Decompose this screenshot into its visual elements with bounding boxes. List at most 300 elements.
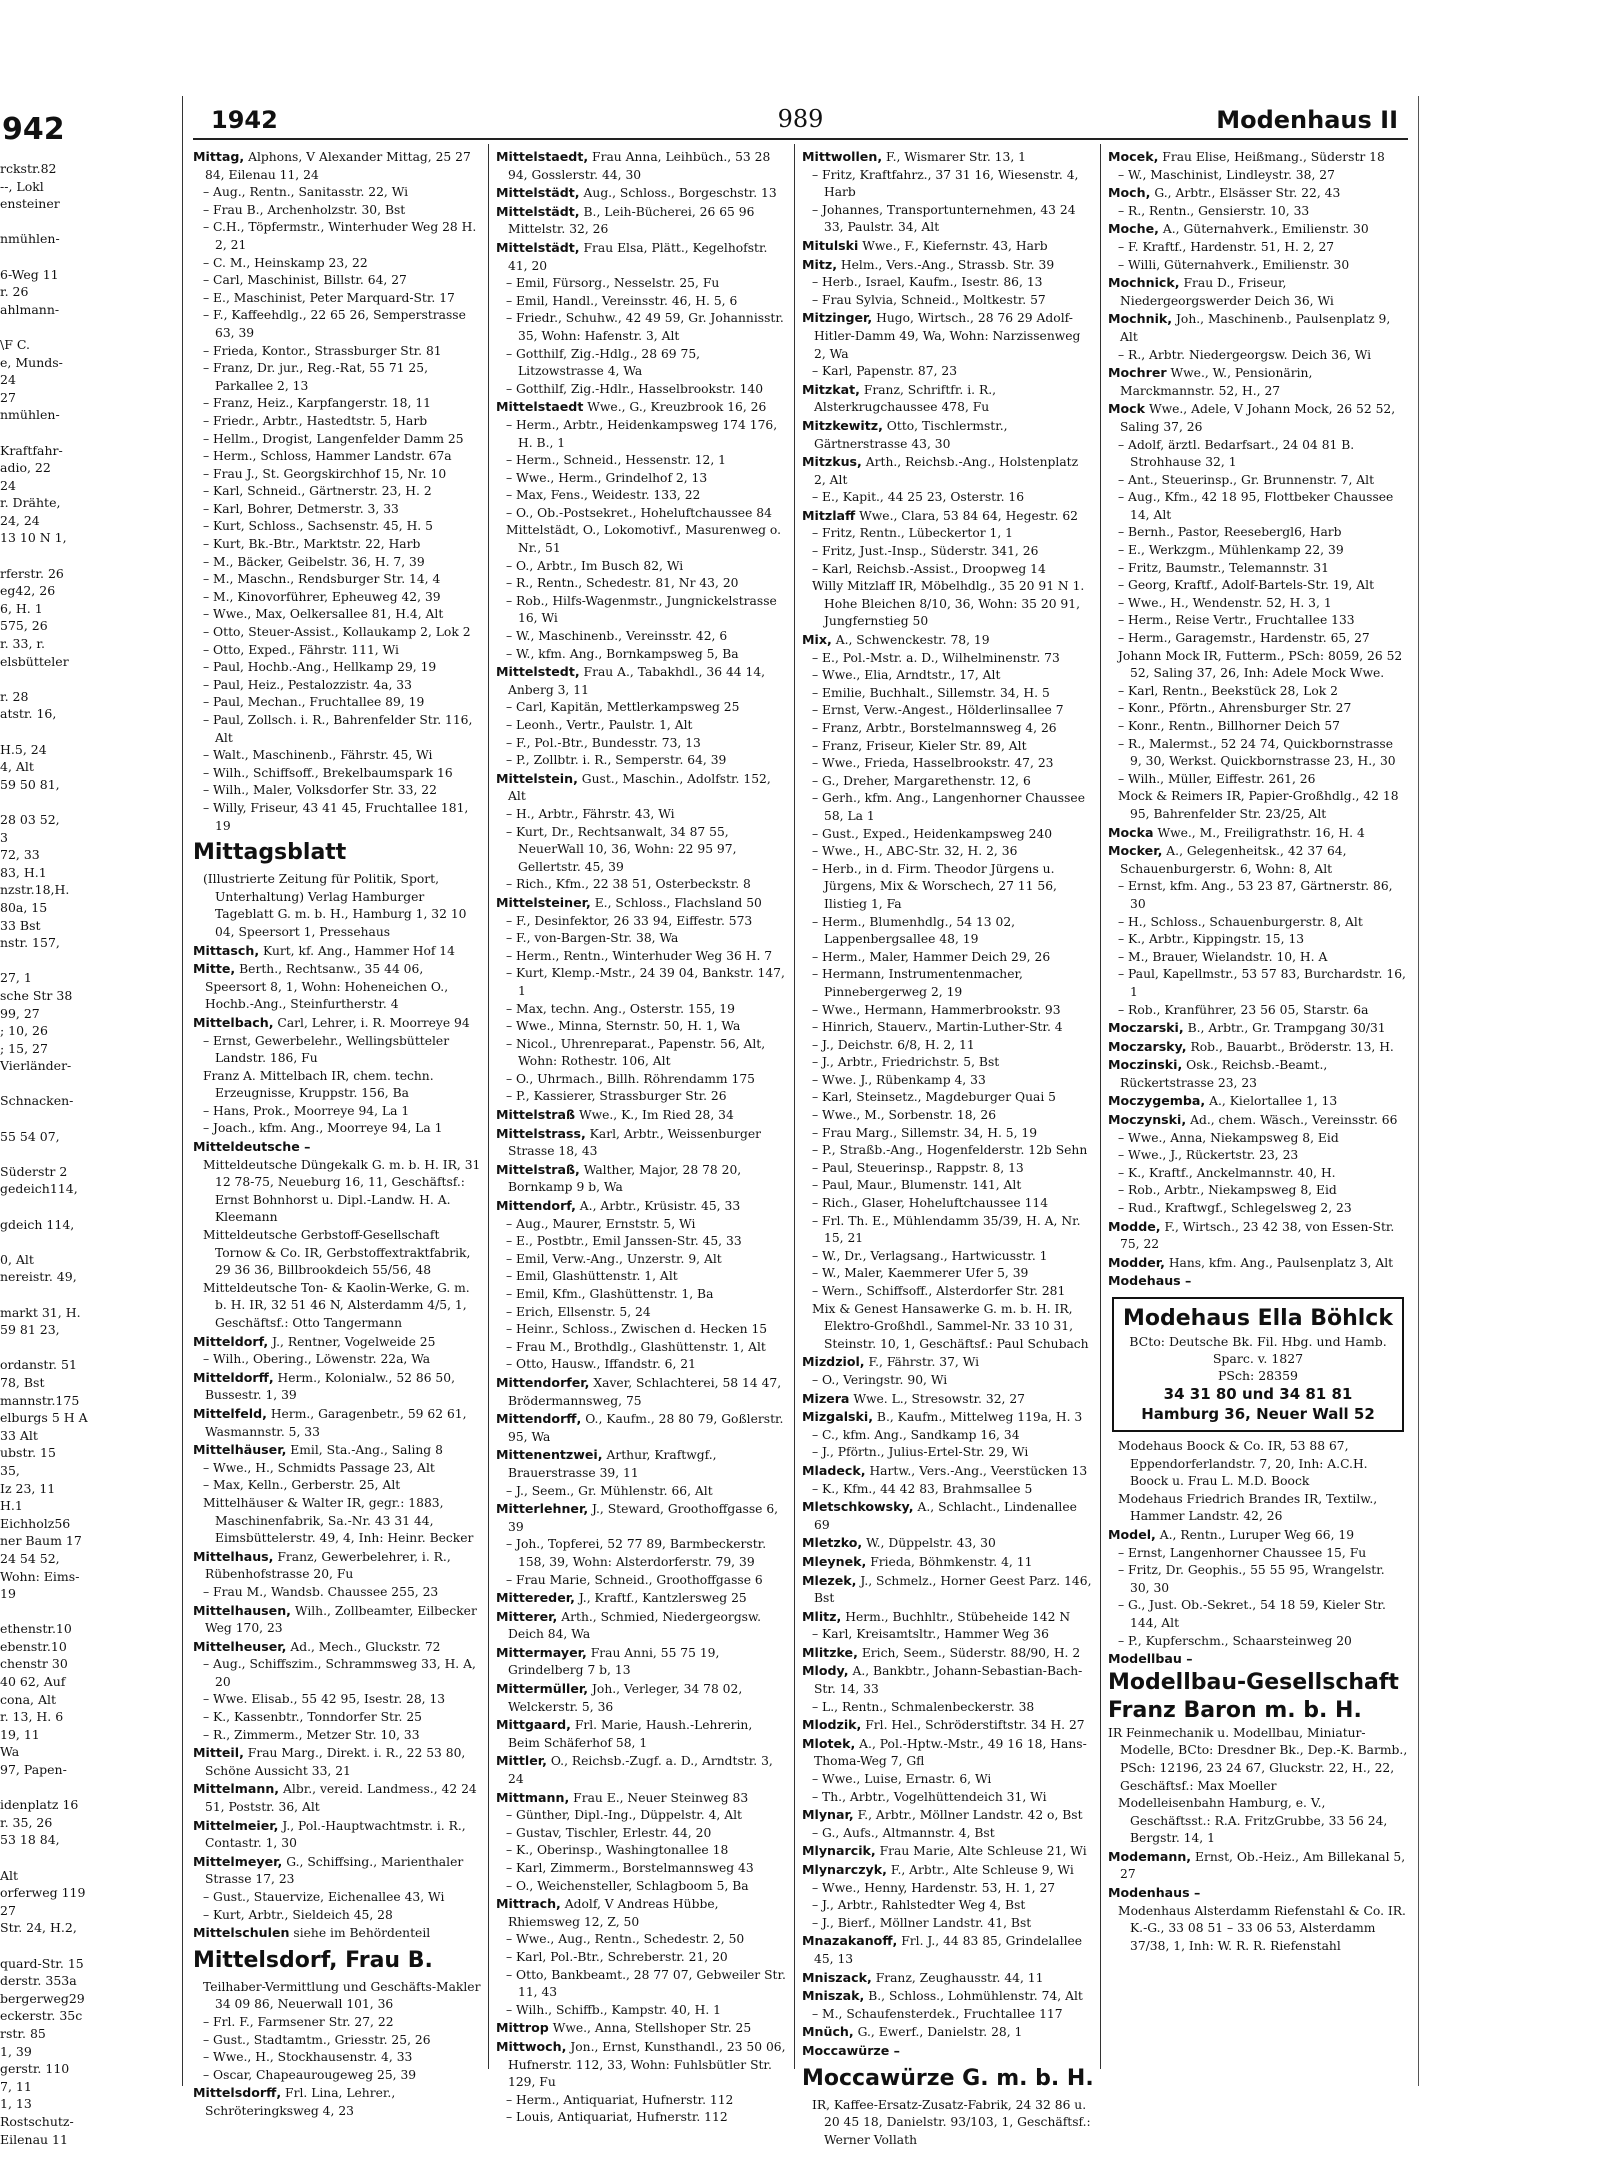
previous-page-line: Schnacken- — [0, 1093, 74, 1109]
entry-details: – E., Werkzgm., Mühlenkamp 22, 39 — [1118, 543, 1344, 558]
entry-details: – Willi, Güternahverk., Emilienstr. 30 — [1118, 257, 1350, 272]
entry-details: – Emil, Kfm., Glashüttenstr. 1, Ba — [506, 1287, 714, 1301]
entry-surname: Mochnik, — [1108, 311, 1173, 327]
entry-details: O., Kaufm., 28 80 79, Goßlerstr. 95, Wa — [508, 1412, 784, 1444]
entry-details: Arthur, Kraftwgf., Brauerstrasse 39, 11 — [508, 1448, 717, 1480]
previous-page-line: ensteiner — [0, 196, 60, 212]
directory-entry — [802, 1301, 1092, 1354]
column-4 — [1108, 148, 1408, 2068]
directory-entry — [802, 1897, 1092, 1915]
entry-details: – Frl. F., Farmsener Str. 27, 22 — [203, 2014, 394, 2029]
directory-entry — [802, 1408, 1092, 1427]
directory-page — [182, 96, 1419, 2147]
directory-heading: Mittagsblatt — [193, 840, 347, 866]
directory-entry — [193, 1584, 483, 1602]
previous-page-line: 27 — [0, 1902, 16, 1918]
directory-entry — [802, 202, 1092, 237]
previous-page-line: Str. 24, H.2, — [0, 1920, 77, 1936]
column-4-entries-c — [1108, 1795, 1408, 1955]
previous-page-line: markt 31, H. — [0, 1304, 81, 1320]
entry-details: – O., Uhrmach., Billh. Röhrendamm 175 — [506, 1071, 755, 1086]
entry-details: – R., Rentn., Schedestr. 81, Nr 43, 20 — [506, 576, 739, 591]
entry-details: – Fritz, Baumstr., Telemannstr. 31 — [1118, 560, 1329, 575]
entry-details: – Aug., Rentn., Sanitasstr. 22, Wi — [203, 185, 409, 200]
entry-surname: Modehaus – — [1108, 1273, 1192, 1289]
previous-page-line: orferweg 119 — [0, 1885, 86, 1901]
directory-entry — [496, 699, 786, 717]
previous-page-line: nmühlen- — [0, 231, 60, 247]
previous-page-line: eckerstr. 35c — [0, 2008, 83, 2024]
entry-surname: Modemann, — [1108, 1848, 1192, 1864]
entry-details: F., Wismarer Str. 13, 1 — [886, 150, 1026, 164]
directory-entry — [496, 1001, 786, 1019]
previous-page-line: 80a, 15 — [0, 899, 48, 915]
directory-entry — [1108, 257, 1408, 275]
directory-entry — [193, 606, 483, 624]
entry-details: – E., Postbtr., Emil Janssen-Str. 45, 33 — [506, 1234, 742, 1249]
previous-page-line: 13 10 N 1, — [0, 530, 67, 546]
directory-entry — [496, 1446, 786, 1482]
directory-entry — [193, 1033, 483, 1068]
entry-details: – Emil, Fürsorg., Nesselstr. 25, Fu — [506, 276, 720, 291]
entry-surname: Mleynek, — [802, 1553, 867, 1569]
directory-entry — [1108, 364, 1408, 400]
entry-details: – Wwe., H., Wendenstr. 52, H. 3, 1 — [1118, 595, 1332, 610]
entry-surname: Mittelheuser, — [193, 1638, 287, 1654]
entry-details: – Karl, Kreisamtsltr., Hammer Weg 36 — [812, 1627, 1049, 1642]
directory-entry — [1108, 1903, 1408, 1956]
directory-entry — [496, 876, 786, 894]
entry-details: – Ernst, Gewerbelehr., Wellingsbütteler Landstr. 186, Fu — [203, 1033, 450, 1066]
entry-details: – Friedr., Schuhw., 42 49 59, Gr. Johannisstr. 35, Wohn: Hafenstr. 3, Alt — [506, 311, 784, 343]
entry-details: Wwe., K., Im Ried 28, 34 — [578, 1108, 734, 1123]
directory-entry — [802, 1498, 1092, 1534]
entry-details: Modenhaus Alsterdamm Riefenstahl & Co. IR. K.-G., 33 08 51 – 33 06 53, Alsterdamm 37/38, 1, Inh: W. R. R. Riefenstahl — [1118, 1903, 1406, 1953]
directory-entry — [193, 694, 483, 712]
previous-page-line: 0, Alt — [0, 1251, 34, 1267]
directory-entry — [1108, 1491, 1408, 1526]
directory-entry — [802, 381, 1092, 417]
entry-details: Frau Elise, Heißmang., Süderstr 18 — [1162, 150, 1385, 164]
directory-entry — [496, 452, 786, 470]
entry-surname: Mittelstädt, — [496, 239, 580, 255]
entry-details: – J., Arbtr., Rahlstedter Weg 4, Bst — [812, 1898, 1026, 1913]
previous-page-line: rferstr. 26 — [0, 565, 64, 581]
directory-entry — [193, 1691, 483, 1709]
directory-entry — [496, 2109, 786, 2127]
directory-entry — [802, 256, 1092, 275]
entry-details: Osk., Reichsb.-Beamt., Rückertstrasse 23, 23 — [1120, 1058, 1328, 1090]
advert-title: Modehaus Ella Böhlck — [1123, 1306, 1393, 1331]
directory-entry — [802, 561, 1092, 579]
directory-entry — [1108, 788, 1408, 823]
entry-details: – Wwe., Herm., Grindelhof 2, 13 — [506, 470, 708, 485]
entry-details: – Erich, Ellsenstr. 5, 24 — [506, 1304, 651, 1319]
entry-surname: Mitzkat, — [802, 381, 860, 397]
directory-entry — [193, 1138, 483, 1157]
directory-entry — [802, 755, 1092, 773]
entry-details: – O., Arbtr., Im Busch 82, Wi — [506, 558, 684, 573]
previous-page-line: derstr. 353a — [0, 1973, 77, 1989]
entry-details: Ad., Mech., Gluckstr. 72 — [290, 1639, 441, 1654]
directory-entry — [193, 1280, 483, 1333]
entry-details: – Ant., Steuerinsp., Gr. Brunnenstr. 7, Alt — [1118, 472, 1375, 487]
directory-entry — [193, 1103, 483, 1121]
entry-details: – F. Kraftf., Hardenstr. 51, H. 2, 27 — [1118, 239, 1335, 254]
entry-details: Xaver, Schlachterei, 58 14 47, Brödermannsweg, 75 — [508, 1375, 782, 1408]
directory-entry — [802, 363, 1092, 381]
entry-details: – Herm., Garagemstr., Hardenstr. 65, 27 — [1118, 631, 1370, 646]
entry-details: Wwe., W., Pensionärin, Marckmannstr. 52, H., 27 — [1120, 366, 1313, 398]
directory-entry — [193, 1744, 483, 1780]
entry-details: – Otto, Exped., Fährstr. 111, Wi — [203, 642, 399, 657]
entry-details: – Wwe., Max, Oelkersallee 81, H.4, Alt — [203, 607, 444, 622]
entry-details: – Aug., Kfm., 42 18 95, Flottbeker Chaussee 14, Alt — [1118, 490, 1394, 522]
previous-page-line: gerstr. 110 — [0, 2061, 70, 2077]
entry-details: Gust., Maschin., Adolfstr. 152, Alt — [508, 771, 771, 804]
previous-page-line: r. 13, H. 6 — [0, 1709, 64, 1725]
entry-details: – Frau Sylvia, Schneid., Moltkestr. 57 — [812, 292, 1046, 307]
entry-details: – W., Maschinist, Lindleystr. 38, 27 — [1118, 167, 1335, 182]
entry-details: Mock & Reimers IR, Papier-Großhdlg., 42 18 95, Bahrenfelder Str. 23/25, Alt — [1118, 789, 1399, 821]
previous-page-line: 55 54 07, — [0, 1128, 60, 1144]
entry-details: J., Schmelz., Horner Geest Parz. 146, Bst — [814, 1573, 1092, 1606]
entry-details: – K., Kassenbtr., Tonndorfer Str. 25 — [203, 1710, 422, 1725]
entry-details: Hans, kfm. Ang., Paulsenplatz 3, Alt — [1168, 1255, 1394, 1270]
entry-surname: Mittendorf, — [496, 1198, 576, 1214]
entry-details: – Otto, Steuer-Assist., Kollaukamp 2, Lok 2 — [203, 625, 471, 640]
previous-page-line: nereistr. 49, — [0, 1269, 77, 1285]
entry-details: Frau Marg., Direkt. i. R., 22 53 80, Schöne Aussicht 33, 21 — [205, 1746, 466, 1778]
directory-entry — [496, 293, 786, 311]
previous-page-line: quard-Str. 15 — [0, 1955, 84, 1971]
directory-entry — [496, 965, 786, 1000]
entry-details: Franz A. Mittelbach IR, chem. techn. Erzeugnisse, Kruppstr. 156, Ba — [203, 1068, 434, 1101]
entry-details: – W., kfm. Ang., Bornkampsweg 5, Ba — [506, 646, 739, 661]
entry-surname: Mittelbach, — [193, 1014, 274, 1030]
directory-entry — [802, 1177, 1092, 1195]
entry-details: – Carl, Kapitän, Mettlerkampsweg 25 — [506, 700, 740, 715]
entry-details: – Frl. Th. E., Mühlendamm 35/39, H. A, Nr. 15, 21 — [812, 1213, 1081, 1246]
directory-entry — [496, 806, 786, 824]
entry-surname: Modellbau – — [1108, 1651, 1193, 1667]
directory-entry — [802, 1771, 1092, 1789]
directory-entry — [496, 1878, 786, 1896]
entry-details: A., Pol.-Hptw.-Mstr., 49 16 18, Hans-Thoma-Weg 7, Gfl — [814, 1736, 1087, 1769]
entry-details: – Th., Arbtr., Vogelhüttendeich 31, Wi — [812, 1789, 1047, 1804]
entry-details: – Max, Kelln., Gerberstr. 25, Alt — [203, 1478, 401, 1493]
directory-entry — [802, 1825, 1092, 1843]
entry-details: Frau Anni, 55 75 19, Grindelberg 7 b, 13 — [508, 1645, 720, 1678]
directory-entry — [496, 381, 786, 399]
directory-entry — [1108, 1848, 1408, 1884]
directory-entry — [802, 631, 1092, 650]
previous-page-line: r. Drähte, — [0, 495, 61, 511]
entry-surname: Mlodzik, — [802, 1717, 862, 1733]
entry-surname: Mittwoch, — [496, 2038, 567, 2054]
entry-surname: Moczarsky, — [1108, 1038, 1187, 1054]
directory-entry — [802, 1789, 1092, 1807]
previous-page-line: Iz 23, 11 — [0, 1480, 56, 1496]
directory-entry — [802, 1462, 1092, 1481]
entry-details: Mittelstädt, O., Lokomotivf., Masurenweg o. Nr., 51 — [506, 523, 781, 556]
previous-page-line — [0, 213, 95, 231]
entry-surname: Mittelstaedt — [496, 399, 584, 415]
entry-details: A., Schlacht., Lindenallee 69 — [814, 1500, 1077, 1532]
previous-page-line: 27, 1 — [0, 970, 32, 986]
directory-entry — [193, 360, 483, 395]
entry-details: – Karl, Zimmerm., Borstelmannsweg 43 — [506, 1861, 754, 1875]
entry-details: – Fritz, Rentn., Lübeckertor 1, 1 — [812, 526, 1014, 541]
entry-details: – Karl, Rentn., Beekstück 28, Lok 2 — [1118, 683, 1338, 698]
column-3 — [802, 148, 1094, 2147]
entry-surname: Mizdziol, — [802, 1354, 865, 1370]
directory-entry — [802, 720, 1092, 738]
directory-entry — [1108, 524, 1408, 542]
directory-entry — [193, 413, 483, 431]
entry-details: Wwe., Adele, V Johann Mock, 26 52 52, Saling 37, 26 — [1120, 402, 1396, 434]
directory-entry — [802, 1160, 1092, 1178]
directory-entry — [496, 1233, 786, 1251]
directory-entry — [802, 525, 1092, 543]
entry-details: – W., Maler, Kaemmerer Ufer 5, 39 — [812, 1266, 1029, 1281]
entry-details: – Georg, Kraftf., Adolf-Bartels-Str. 19, Alt — [1118, 578, 1375, 593]
column-divider — [794, 144, 795, 2069]
directory-entry — [496, 1161, 786, 1197]
directory-entry — [496, 628, 786, 646]
directory-entry — [496, 894, 786, 913]
entry-details: – Paul, Hochb.-Ang., Hellkamp 29, 19 — [203, 660, 437, 675]
advert-bank-line: BCto: Deutsche Bk. Fil. Hbg. und Hamb. Sparc. v. 1827 — [1129, 1334, 1387, 1366]
directory-entry — [1108, 1092, 1408, 1111]
entry-details: A., Rentn., Luruper Weg 66, 19 — [1159, 1527, 1355, 1542]
entry-details: – K., Oberinsp., Washingtonallee 18 — [506, 1843, 729, 1858]
entry-details: – Wwe., Aug., Rentn., Schedestr. 2, 50 — [506, 1932, 745, 1947]
directory-entry — [496, 522, 786, 557]
entry-surname: Mittgaard, — [496, 1717, 571, 1733]
entry-details: – Wwe., J., Rückertstr. 23, 23 — [1118, 1148, 1299, 1163]
previous-page-line: Rostschutz- — [0, 2113, 74, 2129]
directory-entry — [802, 702, 1092, 720]
directory-entry — [193, 272, 483, 290]
previous-page-line: 78, Bst — [0, 1374, 45, 1390]
entry-details: Herm., Buchhltr., Stübeheide 142 N — [845, 1609, 1071, 1624]
page-header — [183, 96, 1418, 138]
entry-details: – Franz, Friseur, Kieler Str. 89, Alt — [812, 738, 1027, 753]
directory-entry — [802, 1969, 1092, 1988]
directory-entry — [802, 578, 1092, 631]
previous-page-line — [0, 424, 95, 442]
entry-details: Mitteldeutsche Ton- & Kaolin-Werke, G. m. b. H. IR, 32 51 46 N, Alsterdamm 4/5, 1, Geschäftsf.: Otto Tangermann — [203, 1280, 470, 1330]
previous-page-line: 35, — [0, 1462, 20, 1478]
entry-surname: Mittag, — [193, 149, 245, 164]
entry-surname: Mittelschulen — [193, 1925, 290, 1941]
directory-entry — [193, 624, 483, 642]
directory-entry — [193, 536, 483, 554]
entry-details: – Hellm., Drogist, Langenfelder Damm 25 — [203, 431, 464, 446]
entry-details: – Kurt, Dr., Rechtsanwalt, 34 87 55, NeuerWall 10, 36, Wohn: 22 95 97, Gellertstr. 45, 39 — [506, 824, 737, 874]
directory-entry — [1108, 1130, 1408, 1148]
directory-entry — [193, 765, 483, 783]
directory-entry — [802, 1019, 1092, 1037]
directory-entry — [193, 1460, 483, 1478]
previous-page-line: 83, H.1 — [0, 864, 47, 880]
directory-entry — [193, 1120, 483, 1138]
previous-page-line: 99, 27 — [0, 1005, 40, 1021]
entry-surname: Mittendorfer, — [496, 1374, 590, 1390]
previous-page-line: r. 35, 26 — [0, 1814, 53, 1830]
directory-entry — [193, 1351, 483, 1369]
entry-details: – C. M., Heinskamp 23, 22 — [203, 255, 368, 270]
directory-entry — [193, 960, 483, 1014]
entry-details: – Wwe., Henny, Hardenstr. 53, H. 1, 27 — [812, 1880, 1056, 1895]
entry-details: – Wilh., Obering., Löwenstr. 22a, Wa — [203, 1352, 431, 1367]
entry-surname: Mittelfeld, — [193, 1405, 267, 1421]
previous-page-line: eg42, 26 — [0, 583, 56, 599]
directory-entry — [802, 667, 1092, 685]
entry-surname: Mizgalski, — [802, 1409, 873, 1425]
entry-details: B., Schloss., Lohmühlenstr. 74, Alt — [868, 1989, 1083, 2004]
entry-details: – Walt., Maschinenb., Fährstr. 45, Wi — [203, 748, 433, 763]
directory-entry — [193, 800, 483, 835]
directory-entry — [802, 274, 1092, 292]
previous-page-lines — [0, 160, 95, 2148]
entry-details: F., Arbtr., Möllner Landstr. 42 o, Bst — [857, 1808, 1083, 1823]
entry-details: – Wilh., Schiffb., Kampstr. 40, H. 1 — [506, 2002, 721, 2017]
entry-details: B., Arbtr., Gr. Trampgang 30/31 — [1187, 1021, 1386, 1036]
directory-entry — [802, 148, 1092, 167]
directory-entry — [193, 483, 483, 501]
directory-entry — [802, 826, 1092, 844]
entry-details: Wwe., M., Freiligrathstr. 16, H. 4 — [1157, 825, 1365, 840]
entry-details: Franz, Schriftfr. i. R., Alsterkrugchaussee 478, Fu — [814, 382, 997, 415]
directory-entry — [496, 1251, 786, 1269]
directory-entry — [1108, 1545, 1408, 1563]
entry-details: – Wwe., Hermann, Hammerbrookstr. 93 — [812, 1002, 1061, 1017]
entry-details: – Gotthilf, Zig.-Hdlg., 28 69 75, Litzowstrasse 4, Wa — [506, 346, 701, 379]
directory-entry — [802, 507, 1092, 526]
previous-page-line: gedeich114, — [0, 1181, 78, 1197]
entry-details: Wwe., G., Kreuzbrook 16, 26 — [587, 400, 767, 415]
directory-entry — [1108, 648, 1408, 683]
directory-entry — [1108, 595, 1408, 613]
directory-entry — [496, 1789, 786, 1808]
directory-entry — [193, 501, 483, 519]
entry-details: Wwe. L., Stresowstr. 32, 27 — [853, 1391, 1025, 1406]
directory-entry — [193, 942, 483, 961]
previous-page-line: ahlmann- — [0, 301, 60, 317]
entry-details: Arth., Reichsb.-Ang., Holstenplatz 2, Alt — [814, 455, 1079, 487]
previous-page-edge — [0, 0, 95, 2147]
entry-details: Wwe., Anna, Stellshoper Str. 25 — [552, 2021, 752, 2036]
entry-details: – C., kfm. Ang., Sandkamp 16, 34 — [812, 1427, 1020, 1442]
entry-surname: Mochrer — [1108, 365, 1167, 381]
entry-details: – Franz, Dr. jur., Reg.-Rat, 55 71 25, Parkallee 2, 13 — [203, 361, 428, 393]
entry-details: J., Steward, Groothoffgasse 6, 39 — [508, 1502, 779, 1534]
directory-entry — [496, 1967, 786, 2002]
entry-surname: Mitterlehner, — [496, 1501, 589, 1517]
directory-entry — [496, 1608, 786, 1644]
directory-entry — [1108, 966, 1408, 1001]
directory-entry — [802, 1662, 1092, 1698]
directory-entry — [1108, 736, 1408, 771]
entry-details: – J., Deichstr. 6/8, H. 2, 11 — [812, 1037, 975, 1052]
directory-entry — [1108, 1002, 1408, 1020]
directory-entry — [802, 1283, 1092, 1301]
entry-surname: Model, — [1108, 1526, 1156, 1542]
directory-entry — [1108, 1147, 1408, 1165]
directory-entry — [193, 589, 483, 607]
previous-page-line — [0, 670, 95, 688]
directory-entry — [1108, 824, 1408, 843]
entry-details: Helm., Vers.-Ang., Strassb. Str. 39 — [840, 257, 1055, 272]
directory-entry — [1108, 878, 1408, 913]
entry-details: – Franz, Arbtr., Borstelmannsweg 4, 26 — [812, 721, 1057, 735]
entry-details: G., Schiffsing., Marienthaler Strasse 17, 23 — [205, 1854, 464, 1887]
directory-entry — [496, 930, 786, 948]
directory-entry — [496, 1125, 786, 1161]
entry-details: – Willy, Friseur, 43 41 45, Fruchtallee 181, 19 — [203, 800, 469, 833]
previous-page-line: 1, 39 — [0, 2043, 32, 2059]
entry-surname: Mocek, — [1108, 149, 1159, 164]
entry-details: – O., Weichensteller, Schlagboom 5, Ba — [506, 1878, 749, 1893]
entry-details: – Nicol., Uhrenreparat., Papenstr. 56, Alt, Wohn: Rothestr. 106, Alt — [506, 1036, 766, 1069]
entry-surname: Mittelstraß, — [496, 1161, 580, 1177]
directory-entry — [802, 949, 1092, 967]
entry-surname: Moczygemba, — [1108, 1093, 1206, 1109]
directory-entry — [496, 1018, 786, 1036]
directory-entry — [496, 575, 786, 593]
directory-entry — [496, 1321, 786, 1339]
directory-entry — [496, 1825, 786, 1843]
entry-details: – Joh., Topferei, 52 77 89, Barmbeckerstr. 158, 39, Wohn: Alsterdorferstr. 79, 39 — [506, 1537, 767, 1569]
previous-page-line — [0, 1603, 95, 1621]
entry-details: – Karl, Pol.-Btr., Schreberstr. 21, 20 — [506, 1949, 728, 1964]
directory-entry — [1108, 239, 1408, 257]
entry-details: Berth., Rechtsanw., 35 44 06, Speersort 8, 1, Wohn: Hoheneichen O., Hochb.-Ang., Steinfurtherstr. 4 — [205, 962, 449, 1012]
entry-details: – Rob., Arbtr., Niekampsweg 8, Eid — [1118, 1183, 1337, 1198]
entry-surname: Moczarski, — [1108, 1020, 1184, 1036]
entry-details: Mitteldeutsche Gerbstoff-Gesellschaft Tornow & Co. IR, Gerbstoffextraktfabrik, 29 36 36, Billbrookdeich 55/56, 48 — [203, 1228, 471, 1278]
directory-entry — [802, 1644, 1092, 1663]
entry-details: – J., Pförtn., Julius-Ertel-Str. 29, Wi — [812, 1445, 1029, 1460]
entry-details: Emil, Sta.-Ang., Saling 8 — [290, 1443, 443, 1458]
directory-entry — [802, 1427, 1092, 1445]
directory-entry — [496, 1536, 786, 1571]
entry-details: – Rob., Kranführer, 23 56 05, Starstr. 6a — [1118, 1002, 1369, 1017]
entry-details: Joh., Verleger, 34 78 02, Welckerstr. 5, 36 — [508, 1682, 743, 1714]
directory-entry — [193, 1369, 483, 1405]
entry-surname: Mittelstädt, — [496, 203, 580, 219]
directory-entry — [802, 2006, 1092, 2024]
directory-entry — [802, 966, 1092, 1001]
previous-page-line — [0, 793, 95, 811]
entry-surname: Mlezek, — [802, 1572, 857, 1588]
entry-surname: Moczinski, — [1108, 1057, 1183, 1073]
entry-details: – O., Ob.-Postsekret., Hoheluftchaussee 84 — [506, 505, 772, 520]
previous-page-line: bergerweg29 — [0, 1990, 85, 2006]
directory-entry — [802, 1390, 1092, 1409]
entry-details: – Frau M., Wandsb. Chaussee 255, 23 — [203, 1584, 439, 1599]
directory-entry — [1108, 577, 1408, 595]
directory-entry — [193, 184, 483, 202]
entry-details: – Frieda, Kontor., Strassburger Str. 81 — [203, 343, 442, 358]
entry-details: – Kurt, Arbtr., Sieldeich 45, 28 — [203, 1907, 393, 1922]
directory-entry — [1108, 1165, 1408, 1183]
entry-surname: Mittmann, — [496, 1789, 570, 1805]
directory-entry — [1108, 718, 1408, 736]
entry-details: – Herm., Maler, Hammer Deich 29, 26 — [812, 949, 1051, 964]
